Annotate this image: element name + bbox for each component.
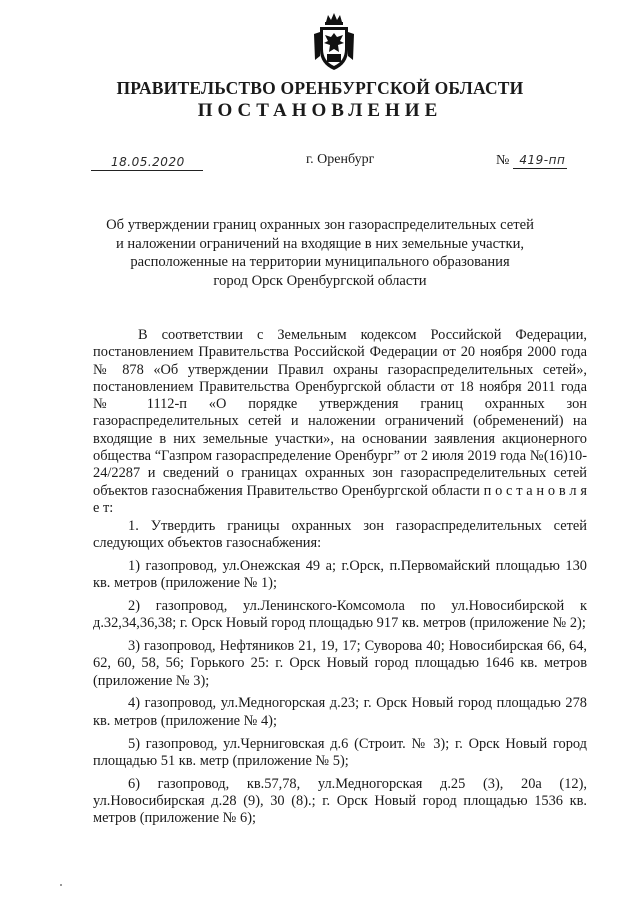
- title-line: город Орск Оренбургской области: [213, 272, 427, 289]
- list-item: 3) газопровод, Нефтяников 21, 19, 17; Суворова 40; Новосибирская 66, 64, 62, 60, 58, 56; Горького 25: г. Орск Новый город площадью 1646 кв. метров (приложение № 3);: [93, 638, 587, 689]
- document-type: ПОСТАНОВЛЕНИЕ: [197, 100, 443, 121]
- preamble-paragraph: [93, 327, 587, 517]
- list-item: 6) газопровод, кв.57,78, ул.Медногорская д.25 (3), 20а (12), ул.Новосибирская д.28 (9), 30 (8).; г. Орск Новый город площадью 1536 кв. метров (приложение № 6);: [93, 775, 587, 827]
- list-item: 4) газопровод, ул.Медногорская д.23; г. Орск Новый город площадью 278 кв. метров (приложение № 4);: [93, 695, 587, 729]
- document-body: [93, 327, 587, 833]
- number-label: №: [496, 153, 510, 168]
- title-line: и наложении ограничений на входящие в них земельные участки,: [115, 235, 525, 252]
- date-field: [91, 152, 203, 171]
- date-handwritten: 18.05.2020: [111, 155, 185, 169]
- list-item: 2) газопровод, ул.Ленинского-Комсомола по ул.Новосибирской к д.32,34,36,38; г. Орск Новый город площадью 917 кв. метров (приложение № 2);: [93, 597, 587, 632]
- number-field: [496, 152, 567, 169]
- number-handwritten: 419-пп: [519, 153, 566, 167]
- title-line: расположенные на территории муниципального образования: [130, 254, 510, 270]
- list-item: 5) газопровод, ул.Черниговская д.6 (Строит. № 3); г. Орск Новый город площадью 51 кв. метр (приложение № 5);: [93, 735, 587, 769]
- city: г. Оренбург: [306, 152, 375, 167]
- list-item: 1. Утвердить границы охранных зон газораспределительных сетей следующих объектов газоснабжения:: [93, 517, 587, 552]
- list-item: 1) газопровод, ул.Онежская 49 а; г.Орск, п.Первомайский площадью 130 кв. метров (приложение № 1);: [93, 557, 587, 592]
- organization-name: ПРАВИТЕЛЬСТВО ОРЕНБУРГСКОЙ ОБЛАСТИ: [116, 78, 524, 98]
- coat-of-arms-icon: [312, 12, 356, 72]
- document-title: [80, 216, 560, 290]
- preamble-text: В соответствии с Земельным кодексом Российской Федерации, постановлением Правительства Российской Федерации от 20 ноября 2000 года № 878 «Об утверждении Правил охраны газораспределительных сетей», постановлением Правительства Оренбургской области от 18 ноября 2011 года № 1112-п «О порядке утверждения границ охранных зон газораспределительных сетей и наложении ограничений (обременений) на входящие в них земельные участки», на основании заявления акционерного общества “Газпром газораспределение Оренбург” от 2 июля 2019 года №(16)10-24/2287 и сведений о границах охранных зон газораспределительных сетей объектов газоснабжения Правительство Оренбургской области: [93, 327, 587, 499]
- title-line: Об утверждении границ охранных зон газораспределительных сетей: [106, 217, 534, 233]
- resolves-text: п о с т а н о в л я е т:: [93, 482, 587, 516]
- scan-speck: [60, 884, 62, 886]
